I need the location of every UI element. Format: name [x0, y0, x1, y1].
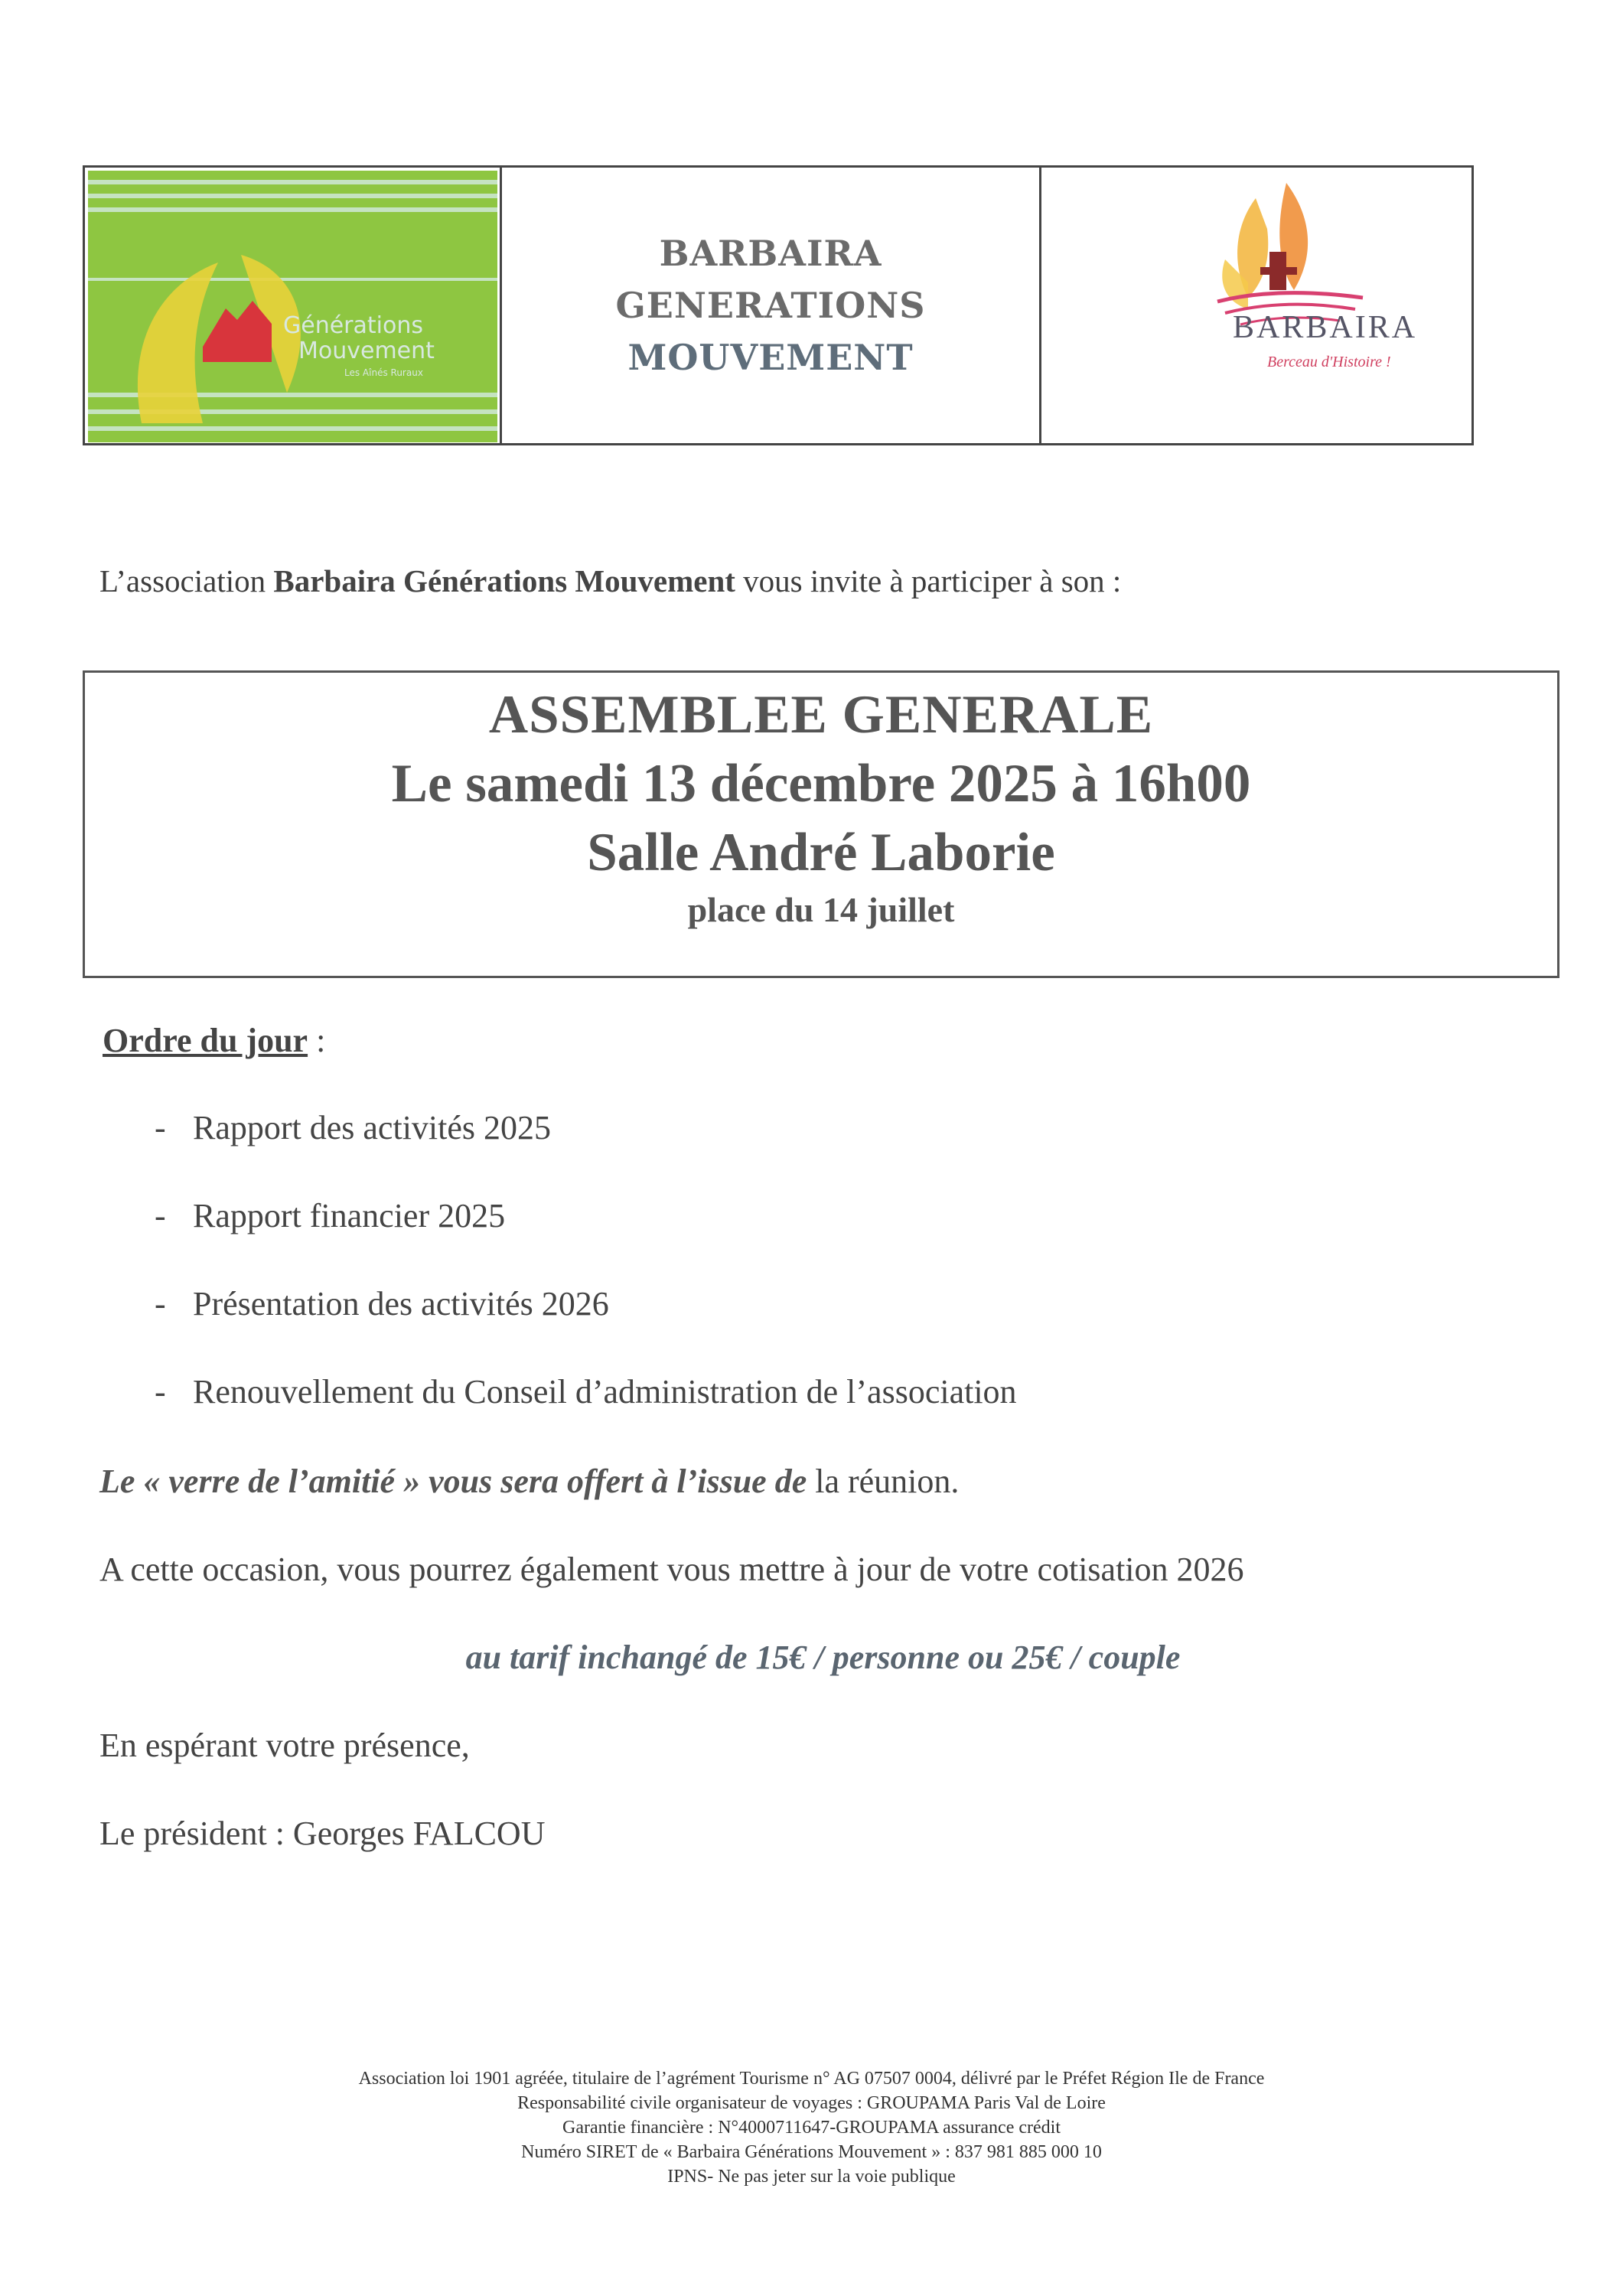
list-bullet: -: [155, 1109, 166, 1146]
list-bullet: -: [155, 1285, 166, 1322]
cotisation-text: A cette occasion, vous pourrez également vous mettre à jour de votre cotisation 2026: [99, 1551, 1244, 1588]
verre-amitie-emphasis: Le « verre de l’amitié » vous sera offert à l’issue de: [99, 1463, 807, 1500]
barbaira-logo: [1041, 168, 1474, 443]
event-date: Le samedi 13 décembre 2025 à 16h00: [391, 754, 1251, 814]
barbaira-logo-slogan: Berceau d'Histoire !: [1267, 354, 1391, 370]
list-item-text: Présentation des activités 2026: [193, 1285, 609, 1322]
footer-line: Association loi 1901 agréée, titulaire de l’agrément Tourisme n° AG 07507 0004, délivré par le Préfet Région Ile de France: [358, 2069, 1265, 2089]
svg-text:Générations: Générations: [283, 312, 423, 339]
list-item: [155, 1108, 552, 1147]
generations-mouvement-emblem-icon: [88, 171, 497, 442]
header-title: [502, 168, 1039, 443]
header-title-line: BARBAIRA: [659, 233, 882, 274]
barbaira-emblem-icon: [1041, 168, 1474, 448]
event-box: [83, 670, 1559, 978]
list-item: [155, 1284, 609, 1323]
event-place: place du 14 juillet: [687, 890, 955, 929]
header-title-line: MOUVEMENT: [627, 337, 914, 378]
agenda-heading-colon: :: [308, 1022, 326, 1059]
list-item-text: Rapport des activités 2025: [193, 1109, 552, 1146]
footer-line: Numéro SIRET de « Barbaira Générations Mouvement » : 837 981 885 000 10: [521, 2142, 1102, 2162]
intro-text: [99, 562, 1121, 600]
tarif-text: au tarif inchangé de 15€ / personne ou 25€ / couple: [465, 1639, 1181, 1676]
header-title-line: GENERATIONS: [615, 285, 926, 326]
closing-text: En espérant votre présence,: [99, 1727, 470, 1764]
generations-mouvement-logo: [88, 171, 497, 442]
intro-text-end: vous invite à participer à son :: [735, 563, 1122, 598]
list-item: [155, 1372, 1017, 1411]
footer-line: IPNS- Ne pas jeter sur la voie publique: [667, 2167, 956, 2187]
header-table: [83, 165, 1474, 445]
footer-line: Garantie financière : N°4000711647-GROUPAMA assurance crédit: [562, 2118, 1061, 2138]
barbaira-logo-word: BARBAIRA: [1233, 310, 1418, 345]
list-bullet: -: [155, 1197, 166, 1234]
event-title: ASSEMBLEE GENERALE: [488, 685, 1154, 745]
list-item-text: Rapport financier 2025: [193, 1197, 506, 1234]
list-bullet: -: [155, 1373, 166, 1411]
agenda-heading-label: Ordre du jour: [103, 1022, 308, 1059]
footer-line: Responsabilité civile organisateur de voyages : GROUPAMA Paris Val de Loire: [517, 2093, 1106, 2113]
svg-text:Mouvement: Mouvement: [298, 338, 435, 364]
footer: [0, 2066, 1623, 2189]
list-item-text: Renouvellement du Conseil d’administration de l’association: [193, 1373, 1017, 1411]
intro-text-start: L’association: [99, 563, 274, 598]
svg-text:Les Aînés Ruraux: Les Aînés Ruraux: [344, 367, 423, 378]
president-signature: Le président : Georges FALCOU: [99, 1815, 546, 1852]
verre-amitie-rest: la réunion.: [807, 1463, 960, 1500]
association-name: Barbaira Générations Mouvement: [273, 563, 735, 598]
list-item: [155, 1196, 506, 1235]
verre-amitie-text: [99, 1462, 959, 1501]
event-venue: Salle André Laborie: [587, 823, 1055, 882]
agenda-heading: [103, 1021, 325, 1060]
